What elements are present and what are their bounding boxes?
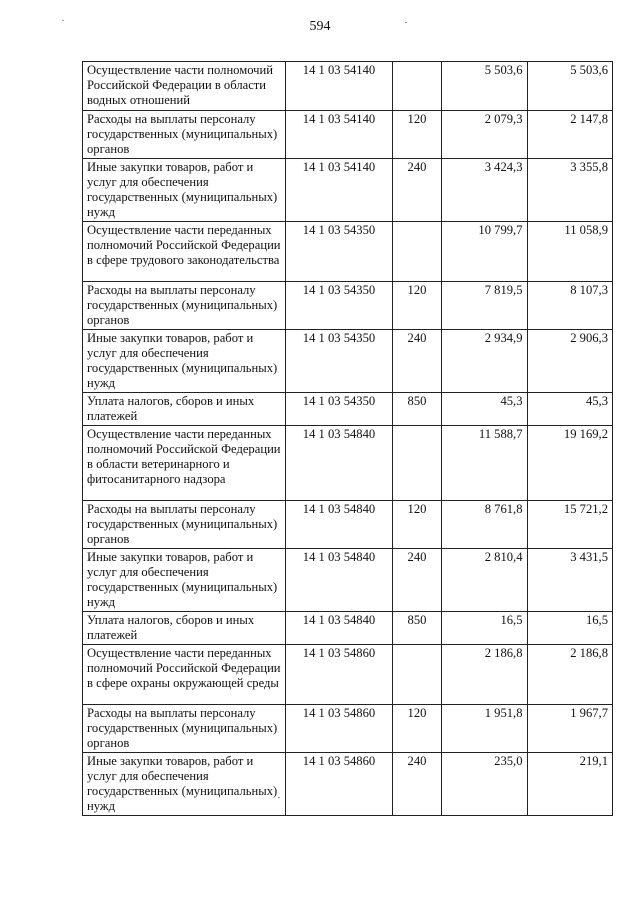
table-row — [83, 612, 613, 645]
row-name-cell: Осуществление части переданных полномочий Российской Федерации в области ветеринарного и фитосанитарного надзора — [83, 426, 286, 501]
row-expense-type-cell: 240 — [393, 753, 442, 816]
row-amount-1-cell: 2 810,4 — [442, 549, 528, 612]
row-amount-2-cell: 219,1 — [527, 753, 613, 816]
table-row — [83, 393, 613, 426]
row-expense-type-cell: 850 — [393, 393, 442, 426]
row-expense-type-cell — [393, 426, 442, 501]
table-row — [83, 645, 613, 705]
row-name-cell: Иные закупки товаров, работ и услуг для обеспечения государственных (муниципальных) нужд — [83, 159, 286, 222]
row-code-cell: 14 1 03 54350 — [286, 222, 393, 282]
row-amount-2-cell: 2 906,3 — [527, 330, 613, 393]
row-amount-2-cell: 2 147,8 — [527, 111, 613, 159]
row-amount-1-cell: 7 819,5 — [442, 282, 528, 330]
row-name-cell: Расходы на выплаты персоналу государственных (муниципальных) органов — [83, 282, 286, 330]
scan-speck — [405, 22, 407, 23]
row-amount-2-cell: 3 431,5 — [527, 549, 613, 612]
row-code-cell: 14 1 03 54350 — [286, 282, 393, 330]
table-row — [83, 282, 613, 330]
row-amount-2-cell: 8 107,3 — [527, 282, 613, 330]
row-expense-type-cell: 240 — [393, 549, 442, 612]
row-amount-2-cell: 2 186,8 — [527, 645, 613, 705]
row-amount-1-cell: 2 934,9 — [442, 330, 528, 393]
row-code-cell: 14 1 03 54350 — [286, 393, 393, 426]
table-body — [83, 62, 613, 816]
row-amount-2-cell: 15 721,2 — [527, 501, 613, 549]
row-amount-1-cell: 3 424,3 — [442, 159, 528, 222]
row-name-cell: Осуществление части переданных полномочий Российской Федерации в сфере охраны окружающей среды — [83, 645, 286, 705]
table-row — [83, 501, 613, 549]
row-expense-type-cell — [393, 62, 442, 111]
row-name-cell: Уплата налогов, сборов и иных платежей — [83, 612, 286, 645]
row-expense-type-cell: 120 — [393, 705, 442, 753]
row-amount-2-cell: 3 355,8 — [527, 159, 613, 222]
row-amount-1-cell: 11 588,7 — [442, 426, 528, 501]
row-code-cell: 14 1 03 54860 — [286, 645, 393, 705]
row-expense-type-cell: 240 — [393, 330, 442, 393]
row-amount-2-cell: 45,3 — [527, 393, 613, 426]
table-row — [83, 705, 613, 753]
row-code-cell: 14 1 03 54140 — [286, 111, 393, 159]
scan-speck — [62, 20, 64, 21]
row-amount-2-cell: 5 503,6 — [527, 62, 613, 111]
row-amount-1-cell: 2 079,3 — [442, 111, 528, 159]
row-expense-type-cell: 850 — [393, 612, 442, 645]
row-code-cell: 14 1 03 54350 — [286, 330, 393, 393]
table-row — [83, 753, 613, 816]
row-code-cell: 14 1 03 54860 — [286, 705, 393, 753]
row-amount-2-cell: 1 967,7 — [527, 705, 613, 753]
row-expense-type-cell: 120 — [393, 282, 442, 330]
table-row — [83, 549, 613, 612]
row-amount-1-cell: 1 951,8 — [442, 705, 528, 753]
row-amount-1-cell: 16,5 — [442, 612, 528, 645]
page-number: 594 — [309, 19, 331, 34]
row-amount-1-cell: 10 799,7 — [442, 222, 528, 282]
row-name-cell: Осуществление части полномочий Российской Федерации в области водных отношений — [83, 62, 286, 111]
table-row — [83, 159, 613, 222]
row-code-cell: 14 1 03 54840 — [286, 426, 393, 501]
row-amount-1-cell: 45,3 — [442, 393, 528, 426]
row-name-cell: Расходы на выплаты персоналу государственных (муниципальных) органов — [83, 501, 286, 549]
row-name-cell: Иные закупки товаров, работ и услуг для обеспечения государственных (муниципальных) нужд — [83, 549, 286, 612]
table-row — [83, 426, 613, 501]
row-amount-2-cell: 19 169,2 — [527, 426, 613, 501]
row-code-cell: 14 1 03 54860 — [286, 753, 393, 816]
row-code-cell: 14 1 03 54840 — [286, 501, 393, 549]
row-expense-type-cell: 120 — [393, 501, 442, 549]
budget-table — [82, 61, 613, 816]
row-expense-type-cell — [393, 222, 442, 282]
scan-speck — [278, 797, 280, 798]
row-expense-type-cell — [393, 645, 442, 705]
row-name-cell: Осуществление части переданных полномочий Российской Федерации в сфере трудового законодательства — [83, 222, 286, 282]
row-code-cell: 14 1 03 54840 — [286, 612, 393, 645]
row-name-cell: Расходы на выплаты персоналу государственных (муниципальных) органов — [83, 111, 286, 159]
row-amount-2-cell: 16,5 — [527, 612, 613, 645]
row-amount-1-cell: 8 761,8 — [442, 501, 528, 549]
row-amount-1-cell: 235,0 — [442, 753, 528, 816]
row-amount-1-cell: 5 503,6 — [442, 62, 528, 111]
row-name-cell: Иные закупки товаров, работ и услуг для обеспечения государственных (муниципальных) нужд — [83, 753, 286, 816]
table-row — [83, 62, 613, 111]
row-code-cell: 14 1 03 54140 — [286, 62, 393, 111]
table-row — [83, 222, 613, 282]
row-name-cell: Иные закупки товаров, работ и услуг для обеспечения государственных (муниципальных) нужд — [83, 330, 286, 393]
row-code-cell: 14 1 03 54140 — [286, 159, 393, 222]
table-row — [83, 330, 613, 393]
table-row — [83, 111, 613, 159]
row-amount-2-cell: 11 058,9 — [527, 222, 613, 282]
row-expense-type-cell: 240 — [393, 159, 442, 222]
row-code-cell: 14 1 03 54840 — [286, 549, 393, 612]
row-expense-type-cell: 120 — [393, 111, 442, 159]
row-name-cell: Уплата налогов, сборов и иных платежей — [83, 393, 286, 426]
row-amount-1-cell: 2 186,8 — [442, 645, 528, 705]
row-name-cell: Расходы на выплаты персоналу государственных (муниципальных) органов — [83, 705, 286, 753]
